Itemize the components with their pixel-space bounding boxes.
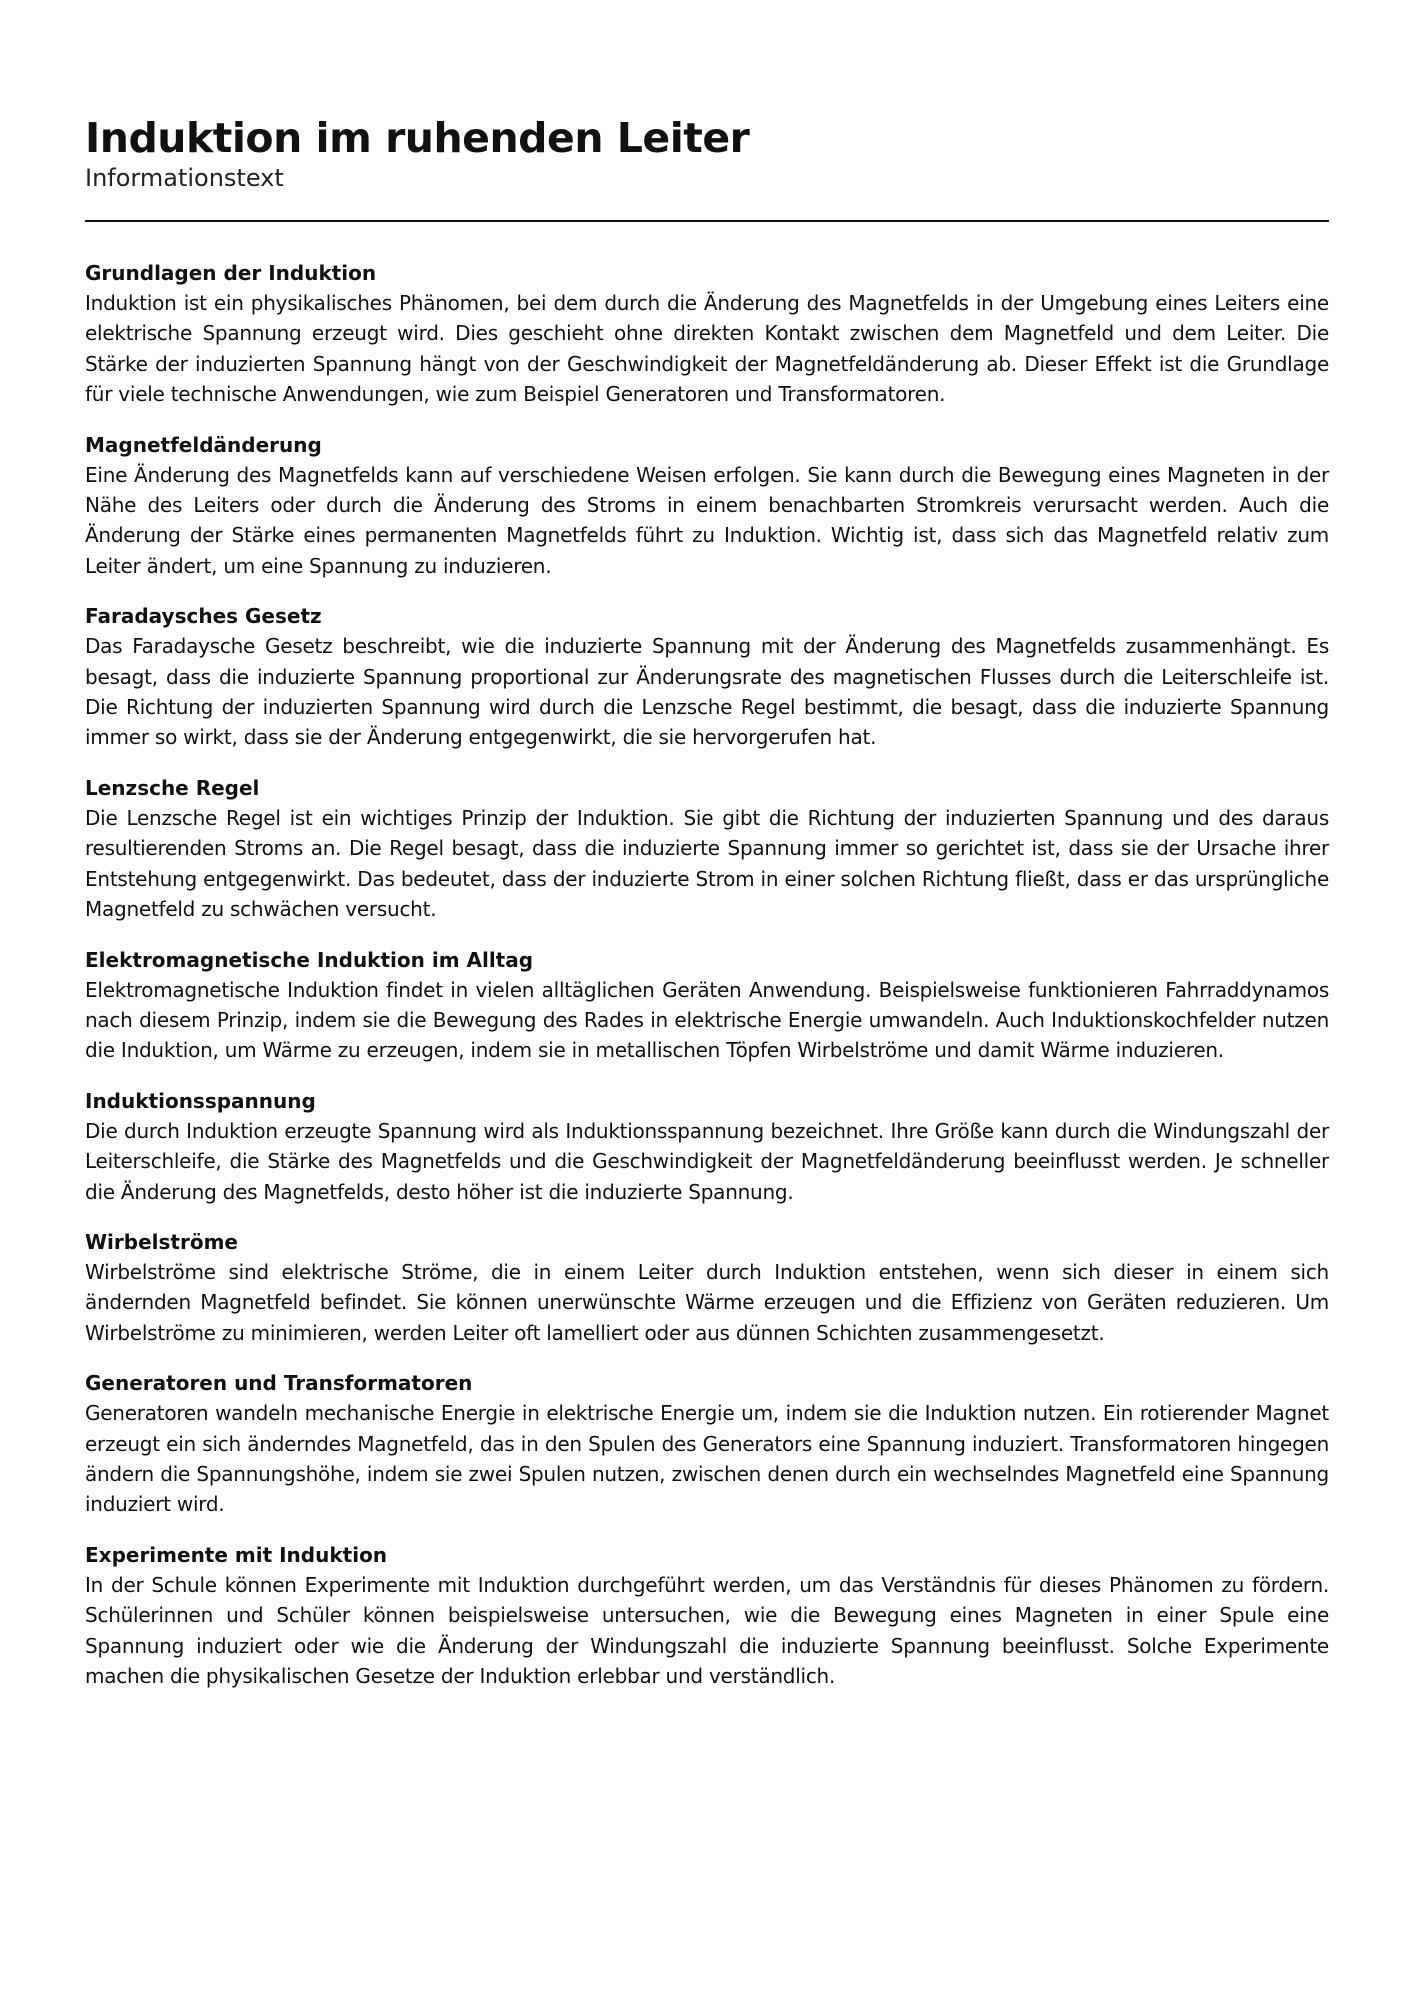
section-text: Wirbelströme sind elektrische Ströme, die in einem Leiter durch Induktion entstehen, wenn sich dieser in einem sich ändernden Magnetfeld befindet. Sie können unerwünschte Wärme erzeugen und die Effizienz von Geräten reduzieren. Um Wirbelströme zu minimieren, werden Leiter oft lamelliert oder aus dünnen Schichten zusammengesetzt.: [85, 1259, 1329, 1345]
section-generatoren-transformatoren: [85, 1368, 1329, 1520]
section-text: Das Faradaysche Gesetz beschreibt, wie die induzierte Spannung mit der Änderung des Magnetfelds zusammenhängt. Es besagt, dass die induzierte Spannung proportional zur Änderungsrate des magnetischen Flusses durch die Leiterschleife ist. Die Richtung der induzierten Spannung wird durch die Lenzsche Regel bestimmt, die besagt, dass die induzierte Spannung immer so wirkt, dass sie der Änderung entgegenwirkt, die sie hervorgerufen hat.: [85, 634, 1329, 750]
section-magnetfeldaenderung: [85, 430, 1329, 582]
document-body: [85, 258, 1329, 1711]
section-text: In der Schule können Experimente mit Induktion durchgeführt werden, um das Verständnis für dieses Phänomen zu fördern. Schülerinnen und Schüler können beispielsweise untersuchen, wie die Bewegung eines Magneten in einer Spule eine Spannung induziert oder wie die Änderung der Windungszahl die induzierte Spannung beeinflusst. Solche Experimente machen die physikalischen Gesetze der Induktion erlebbar und verständlich.: [85, 1572, 1329, 1688]
section-text: Die Lenzsche Regel ist ein wichtiges Prinzip der Induktion. Sie gibt die Richtung der induzierten Spannung und des daraus resultierenden Stroms an. Die Regel besagt, dass die induzierte Spannung immer so gerichtet ist, dass sie der Ursache ihrer Entstehung entgegenwirkt. Das bedeutet, dass der induzierte Strom in einer solchen Richtung fließt, dass er das ursprüngliche Magnetfeld zu schwächen versucht.: [85, 805, 1329, 922]
section-grundlagen: [85, 258, 1329, 410]
section-experimente: [85, 1540, 1329, 1692]
page-title: Induktion im ruhenden Leiter: [85, 114, 750, 162]
section-text: Eine Änderung des Magnetfelds kann auf verschiedene Weisen erfolgen. Sie kann durch die Bewegung eines Magneten in der Nähe des Leiters oder durch die Änderung des Stroms in einem benachbarten Stromkreis verursacht werden. Auch die Änderung der Stärke eines permanenten Magnetfelds führt zu Induktion. Wichtig ist, dass sich das Magnetfeld relativ zum Leiter ändert, um eine Spannung zu induzieren.: [85, 462, 1329, 578]
section-heading: Faradaysches Gesetz: [85, 604, 322, 629]
section-text: Elektromagnetische Induktion findet in vielen alltäglichen Geräten Anwendung. Beispielsweise funktionieren Fahrraddynamos nach diesem Prinzip, indem sie die Bewegung des Rades in elektrische Energie umwandeln. Auch Induktionskochfelder nutzen die Induktion, um Wärme zu erzeugen, indem sie in metallischen Töpfen Wirbelströme und damit Wärme induzieren.: [85, 977, 1329, 1063]
section-heading: Experimente mit Induktion: [85, 1542, 388, 1567]
section-faradaysches-gesetz: [85, 601, 1329, 753]
section-heading: Elektromagnetische Induktion im Alltag: [85, 947, 534, 972]
section-induktion-alltag: [85, 945, 1329, 1066]
section-text: Induktion ist ein physikalisches Phänomen, bei dem durch die Änderung des Magnetfelds in der Umgebung eines Leiters eine elektrische Spannung erzeugt wird. Dies geschieht ohne direkten Kontakt zwischen dem Magnetfeld und dem Leiter. Die Stärke der induzierten Spannung hängt von der Geschwindigkeit der Magnetfeldänderung ab. Dieser Effekt ist die Grundlage für viele technische Anwendungen, wie zum Beispiel Generatoren und Transformatoren.: [85, 291, 1329, 407]
section-heading: Lenzsche Regel: [85, 775, 260, 800]
section-heading: Generatoren und Transformatoren: [85, 1371, 473, 1396]
title-divider: [85, 220, 1329, 222]
section-lenzsche-regel: [85, 773, 1329, 925]
page-subtitle: Informationstext: [85, 164, 284, 192]
section-heading: Grundlagen der Induktion: [85, 261, 377, 285]
section-induktionsspannung: [85, 1086, 1329, 1207]
section-heading: Wirbelströme: [85, 1229, 238, 1254]
section-text: Generatoren wandeln mechanische Energie in elektrische Energie um, indem sie die Induktion nutzen. Ein rotierender Magnet erzeugt ein sich änderndes Magnetfeld, das in den Spulen des Generators eine Spannung induziert. Transformatoren hingegen ändern die Spannungshöhe, indem sie zwei Spulen nutzen, zwischen denen durch ein wechselndes Magnetfeld eine Spannung induziert wird.: [85, 1401, 1329, 1517]
section-heading: Magnetfeldänderung: [85, 432, 322, 457]
section-text: Die durch Induktion erzeugte Spannung wird als Induktionsspannung bezeichnet. Ihre Größe kann durch die Windungszahl der Leiterschleife, die Stärke des Magnetfelds und die Geschwindigkeit der Magnetfeldänderung beeinflusst werden. Je schneller die Änderung des Magnetfelds, desto höher ist die induzierte Spannung.: [85, 1118, 1329, 1204]
section-wirbelstroeme: [85, 1227, 1329, 1348]
section-heading: Induktionsspannung: [85, 1088, 316, 1113]
